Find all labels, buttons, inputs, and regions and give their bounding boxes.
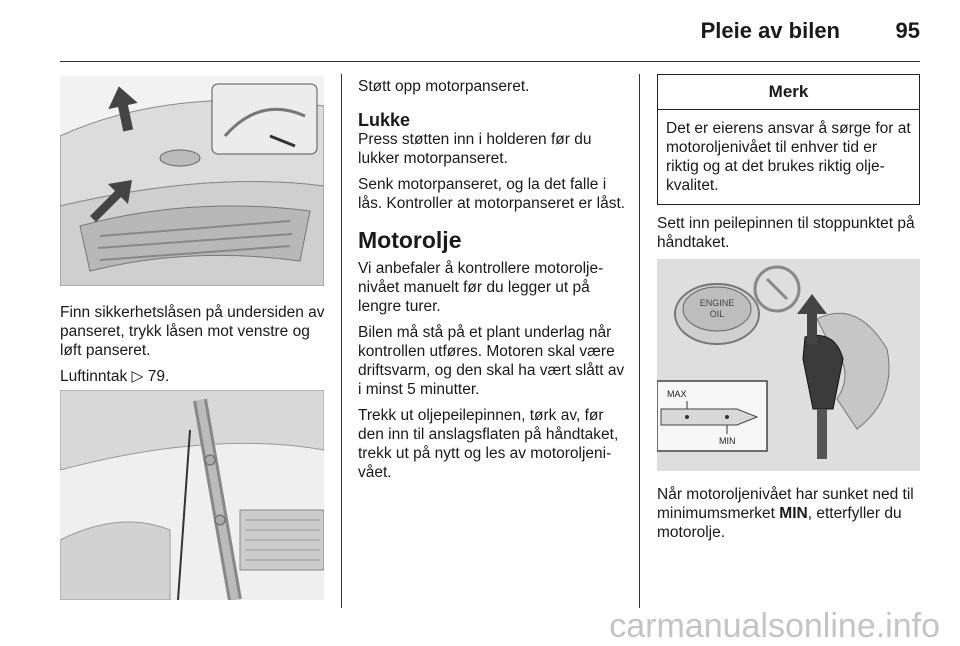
engine-oil-procedure: Trekk ut oljepeilepinnen, tørk av, før den inn til anslagsflaten på håndtaket, trekk ut på nytt og les av motoroljeni-vået. — [358, 407, 619, 481]
hood-support-illustration — [60, 390, 324, 600]
hood-release-illustration — [60, 76, 324, 286]
close-heading: Lukke — [358, 110, 411, 130]
hood-support-drawing — [60, 390, 324, 600]
engine-oil-conditions: Bilen må stå på et plant underlag når kontrollen utføres. Motoren skal være driftsvarm, og den skal ha vært slått av i minst 5 minutter. — [358, 324, 625, 398]
page-title: Pleie av bilen — [700, 18, 840, 43]
oil-cap-label-1: ENGINE — [699, 298, 735, 308]
dipstick-illustration — [657, 259, 920, 471]
reference-label: Luftinntak — [60, 368, 128, 385]
support-hood-text: Støtt opp motorpanseret. — [358, 78, 530, 95]
refill-text-end: , etterfyller du motorolje. — [657, 505, 902, 541]
air-intake-reference — [60, 367, 328, 386]
reference-page[interactable]: 79. — [147, 368, 170, 385]
page-number: 95 — [895, 18, 920, 43]
dipstick-insert-instruction: Sett inn peilepinnen til stoppunktet på håndtaket. — [657, 215, 915, 251]
column-divider-1 — [341, 74, 342, 608]
close-step-2: Senk motorpanseret, og la det falle i lås. Kontroller at motorpanseret er låst. — [358, 176, 626, 212]
refill-text — [657, 485, 925, 549]
engine-oil-intro: Vi anbefaler å kontrollere motorolje-nivået manuelt før du legger ut på lengre turer. — [358, 260, 604, 315]
header-rule — [60, 61, 920, 62]
watermark: carmanualsonline.info — [609, 607, 940, 645]
min-mark-label: MIN — [779, 505, 808, 522]
dipstick-insert-text — [657, 214, 925, 259]
note-title: Merk — [658, 75, 919, 110]
column-divider-2 — [639, 74, 640, 608]
oil-cap-label-2: OIL — [709, 309, 725, 319]
min-label: MIN — [719, 436, 736, 446]
max-label: MAX — [667, 389, 687, 399]
close-step-1: Press støtten inn i holderen før du lukker motorpanseret. — [358, 131, 592, 167]
refill-instruction — [657, 485, 925, 542]
hood-release-drawing — [60, 76, 324, 286]
note-box — [657, 74, 920, 205]
arrow-ref-icon: ▷ — [131, 368, 144, 385]
middle-column-text — [358, 77, 626, 489]
hood-release-caption: Finn sikkerhetslåsen på undersiden av panseret, trykk låsen mot venstre og løft panseret. — [60, 304, 325, 359]
dipstick-drawing — [657, 259, 920, 471]
engine-oil-heading: Motorolje — [358, 227, 462, 253]
note-body: Det er eierens ansvar å sørge for at motoroljenivået til enhver tid er riktig og at det brukes riktig olje-kvalitet. — [666, 120, 911, 194]
refill-text-start: Når motoroljenivået har sunket ned til minimumsmerket — [657, 486, 914, 522]
left-column-text — [60, 303, 328, 393]
